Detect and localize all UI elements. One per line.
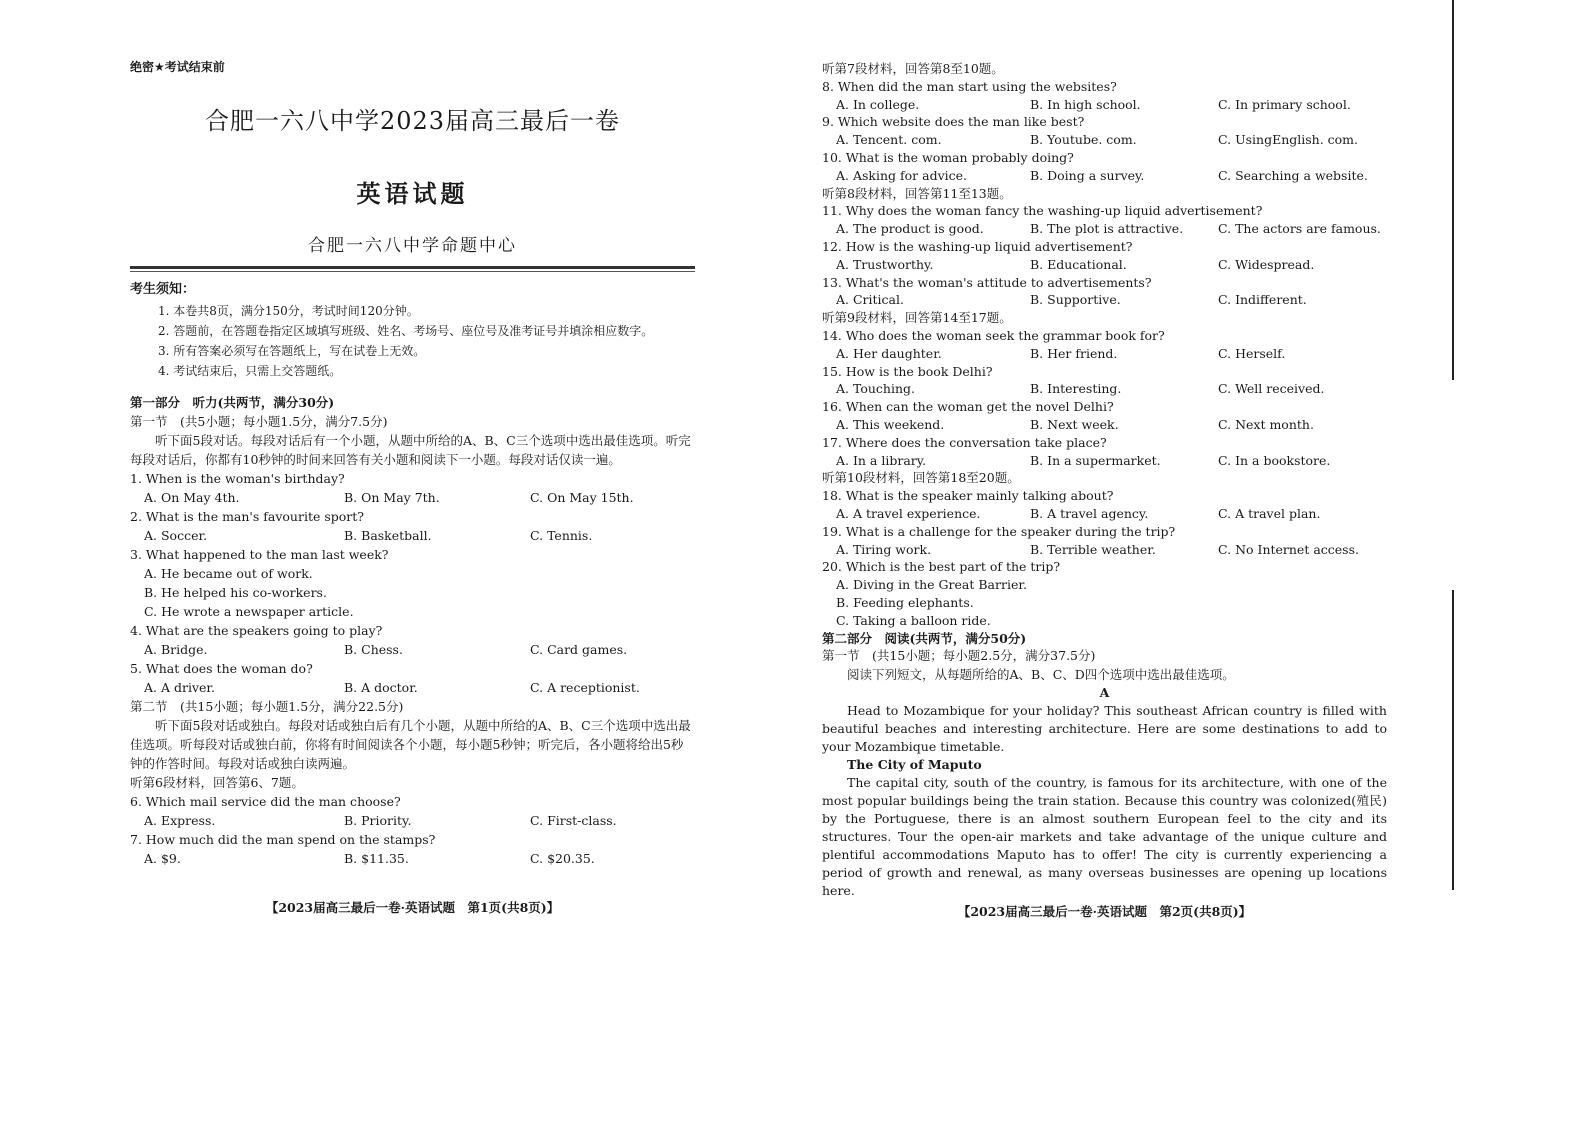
part2-title: 第二部分 阅读(共两节，满分50分) [822, 630, 1027, 646]
question-15-options [822, 380, 1387, 398]
question-16: 16. When can the woman get the novel Delhi? [822, 399, 1114, 415]
passage-letter: A [1099, 685, 1110, 701]
question-5-options [130, 678, 695, 697]
section2-instructions: 听下面5段对话或独白。每段对话或独白后有几个小题，从题中所给的A、B、C三个选项中选出最佳选项。听每段对话或独白前，你将有时间阅读各个小题，每小题5秒钟；听完后，各小题将给出5秒钟的作答时间。每段对话或独白读两遍。 [130, 718, 691, 771]
question-20: 20. Which is the best part of the trip? [822, 559, 1061, 575]
left-page [130, 58, 695, 868]
scan-edge-line [1452, 0, 1454, 380]
option-b: B. Youtube. com. [1030, 132, 1137, 148]
question-15: 15. How is the book Delhi? [822, 363, 993, 379]
option-a: A. On May 4th. [144, 490, 240, 505]
option-b: B. In high school. [1030, 96, 1141, 112]
segment-9-heading: 听第9段材料，回答第14至17题。 [822, 310, 1012, 326]
option-a: A. In college. [836, 96, 920, 112]
option-b: B. Supportive. [1030, 292, 1121, 308]
question-2: 2. What is the man's favourite sport? [130, 509, 364, 524]
option-c: C. A travel plan. [1218, 505, 1321, 521]
question-19: 19. What is a challenge for the speaker during the trip? [822, 523, 1176, 539]
question-11: 11. Why does the woman fancy the washing-up liquid advertisement? [822, 203, 1263, 219]
option-c: C. In a bookstore. [1218, 452, 1331, 468]
option-a: A. Express. [144, 813, 216, 828]
reading-section1-instructions: 阅读下列短文，从每题所给的A、B、C、D四个选项中选出最佳选项。 [847, 667, 1235, 683]
scan-edge-line [1452, 590, 1454, 890]
notice-item: 3. 所有答案必须写在答题纸上，写在试卷上无效。 [158, 344, 426, 358]
notice-heading: 考生须知： [130, 282, 196, 297]
option-a: A. A driver. [144, 680, 215, 695]
right-page-footer: 【2023届高三最后一卷·英语试题 第2页(共8页)】 [957, 904, 1252, 919]
option-c: C. He wrote a newspaper article. [144, 604, 354, 619]
option-a: A. Bridge. [144, 642, 208, 657]
question-5: 5. What does the woman do? [130, 661, 313, 676]
question-10-options [822, 167, 1387, 185]
option-c: C. Widespread. [1218, 256, 1315, 272]
option-b: B. Basketball. [344, 528, 432, 543]
option-c: C. Next month. [1218, 416, 1314, 432]
option-b: B. Educational. [1030, 256, 1127, 272]
option-c: C. Card games. [530, 642, 628, 657]
section2-title: 第二节 (共15小题；每小题1.5分，满分22.5分) [130, 699, 404, 714]
option-b: B. Interesting. [1030, 381, 1122, 397]
option-a: A. This weekend. [836, 416, 945, 432]
question-8: 8. When did the man start using the websites? [822, 78, 1117, 94]
segment-8-heading: 听第8段材料，回答第11至13题。 [822, 185, 1012, 201]
option-b: B. A doctor. [344, 680, 418, 695]
option-c: C. Herself. [1218, 345, 1286, 361]
part1-title: 第一部分 听力(共两节，满分30分) [130, 395, 335, 410]
segment-6-heading: 听第6段材料，回答第6、7题。 [130, 775, 304, 790]
question-14: 14. Who does the woman seek the grammar book for? [822, 327, 1165, 343]
option-a: A. Trustworthy. [836, 256, 934, 272]
option-b: B. Terrible weather. [1030, 541, 1156, 557]
question-19-options [822, 541, 1387, 559]
question-12-options [822, 256, 1387, 274]
question-1-options [130, 488, 695, 507]
question-1: 1. When is the woman's birthday? [130, 471, 345, 486]
option-a: A. The product is good. [836, 221, 984, 237]
option-a: A. He became out of work. [144, 566, 313, 581]
question-3: 3. What happened to the man last week? [130, 547, 389, 562]
option-c: C. UsingEnglish. com. [1218, 132, 1359, 148]
passage-subheading: The City of Maputo [847, 757, 982, 773]
option-c: C. Well received. [1218, 381, 1325, 397]
option-a: A. Soccer. [144, 528, 208, 543]
notice-item: 1. 本卷共8页，满分150分，考试时间120分钟。 [158, 304, 419, 318]
question-13-options [822, 291, 1387, 309]
passage-paragraph: Head to Mozambique for your holiday? This southeast African country is filled with beautiful beaches and interesting architecture. Here are some destinations to add to your Mozambique timetable. [822, 703, 1387, 755]
option-b: B. Doing a survey. [1030, 167, 1145, 183]
option-c: C. Searching a website. [1218, 167, 1368, 183]
option-a: A. Her daughter. [836, 345, 942, 361]
option-b: B. Her friend. [1030, 345, 1118, 361]
question-16-options [822, 416, 1387, 434]
option-a: A. Tencent. com. [836, 132, 942, 148]
option-c: C. The actors are famous. [1218, 221, 1381, 237]
question-7-options [130, 849, 695, 868]
issuer-name: 合肥一六八中学命题中心 [308, 236, 517, 256]
question-6-options [130, 811, 695, 830]
title-divider-thin [130, 271, 695, 272]
option-a: A. Asking for advice. [836, 167, 967, 183]
reading-section1-title: 第一节 (共15小题；每小题2.5分，满分37.5分) [822, 648, 1096, 664]
question-2-options [130, 526, 695, 545]
segment-10-heading: 听第10段材料，回答第18至20题。 [822, 470, 1020, 486]
question-7: 7. How much did the man spend on the stamps? [130, 832, 436, 847]
option-c: C. Indifferent. [1218, 292, 1307, 308]
option-b: B. A travel agency. [1030, 505, 1149, 521]
question-11-options [822, 220, 1387, 238]
question-4: 4. What are the speakers going to play? [130, 623, 383, 638]
question-17-options [822, 452, 1387, 470]
question-6: 6. Which mail service did the man choose? [130, 794, 401, 809]
notice-item: 4. 考试结束后，只需上交答题纸。 [158, 364, 342, 378]
left-page-footer: 【2023届高三最后一卷·英语试题 第1页(共8页)】 [265, 900, 560, 915]
question-8-options [822, 96, 1387, 114]
option-a: A. Diving in the Great Barrier. [836, 577, 1027, 593]
segment-7-heading: 听第7段材料，回答第8至10题。 [822, 61, 1004, 76]
right-page [822, 60, 1387, 900]
option-b: B. On May 7th. [344, 490, 440, 505]
option-b: B. He helped his co-workers. [144, 585, 327, 600]
option-b: B. The plot is attractive. [1030, 221, 1184, 237]
option-c: C. No Internet access. [1218, 541, 1359, 557]
title-divider [130, 266, 695, 269]
option-b: B. $11.35. [344, 851, 409, 866]
question-17: 17. Where does the conversation take place? [822, 434, 1107, 450]
option-c: C. Taking a balloon ride. [836, 612, 991, 628]
option-a: A. A travel experience. [836, 505, 981, 521]
notice-item: 2. 答题前，在答题卷指定区域填写班级、姓名、考场号、座位号及准考证号并填涂相应数字。 [158, 324, 654, 338]
question-9: 9. Which website does the man like best? [822, 114, 1085, 130]
question-13: 13. What's the woman's attitude to advertisements? [822, 274, 1152, 290]
option-b: B. Feeding elephants. [836, 594, 974, 610]
option-c: C. In primary school. [1218, 96, 1351, 112]
secret-label: 绝密★考试结束前 [130, 60, 225, 74]
option-a: A. Tiring work. [836, 541, 932, 557]
section1-instructions: 听下面5段对话。每段对话后有一个小题，从题中所给的A、B、C三个选项中选出最佳选项。听完每段对话后，你都有10秒钟的时间来回答有关小题和阅读下一小题。每段对话仅读一遍。 [130, 433, 691, 467]
option-c: C. On May 15th. [530, 490, 634, 505]
option-a: A. In a library. [836, 452, 927, 468]
question-10: 10. What is the woman probably doing? [822, 149, 1074, 165]
question-18: 18. What is the speaker mainly talking about? [822, 488, 1114, 504]
option-b: B. Priority. [344, 813, 412, 828]
question-14-options [822, 345, 1387, 363]
exam-title: 合肥一六八中学2023届高三最后一卷 [204, 107, 621, 135]
question-18-options [822, 505, 1387, 523]
option-c: C. First-class. [530, 813, 617, 828]
option-a: A. $9. [144, 851, 181, 866]
section1-title: 第一节 (共5小题；每小题1.5分，满分7.5分) [130, 414, 388, 429]
option-a: A. Touching. [836, 381, 915, 397]
question-9-options [822, 131, 1387, 149]
passage-paragraph: The capital city, south of the country, is famous for its architecture, with one of the most popular buildings being the train station. Because this country was colonized(殖民) by the Portuguese, there is an almost southern European feel to the city and its structures. Tour the open-air markets and take advantage of the unique culture and plentiful accommodations Maputo has to offer! The city is currently experiencing a period of growth and renewal, as many overseas businesses are opening up locations here. [822, 775, 1387, 899]
option-c: C. $20.35. [530, 851, 595, 866]
option-b: B. Chess. [344, 642, 403, 657]
question-4-options [130, 640, 695, 659]
question-12: 12. How is the washing-up liquid advertisement? [822, 238, 1133, 254]
option-a: A. Critical. [836, 292, 904, 308]
option-b: B. Next week. [1030, 416, 1119, 432]
option-c: C. Tennis. [530, 528, 593, 543]
subject-title: 英语试题 [356, 180, 469, 208]
option-b: B. In a supermarket. [1030, 452, 1161, 468]
option-c: C. A receptionist. [530, 680, 640, 695]
